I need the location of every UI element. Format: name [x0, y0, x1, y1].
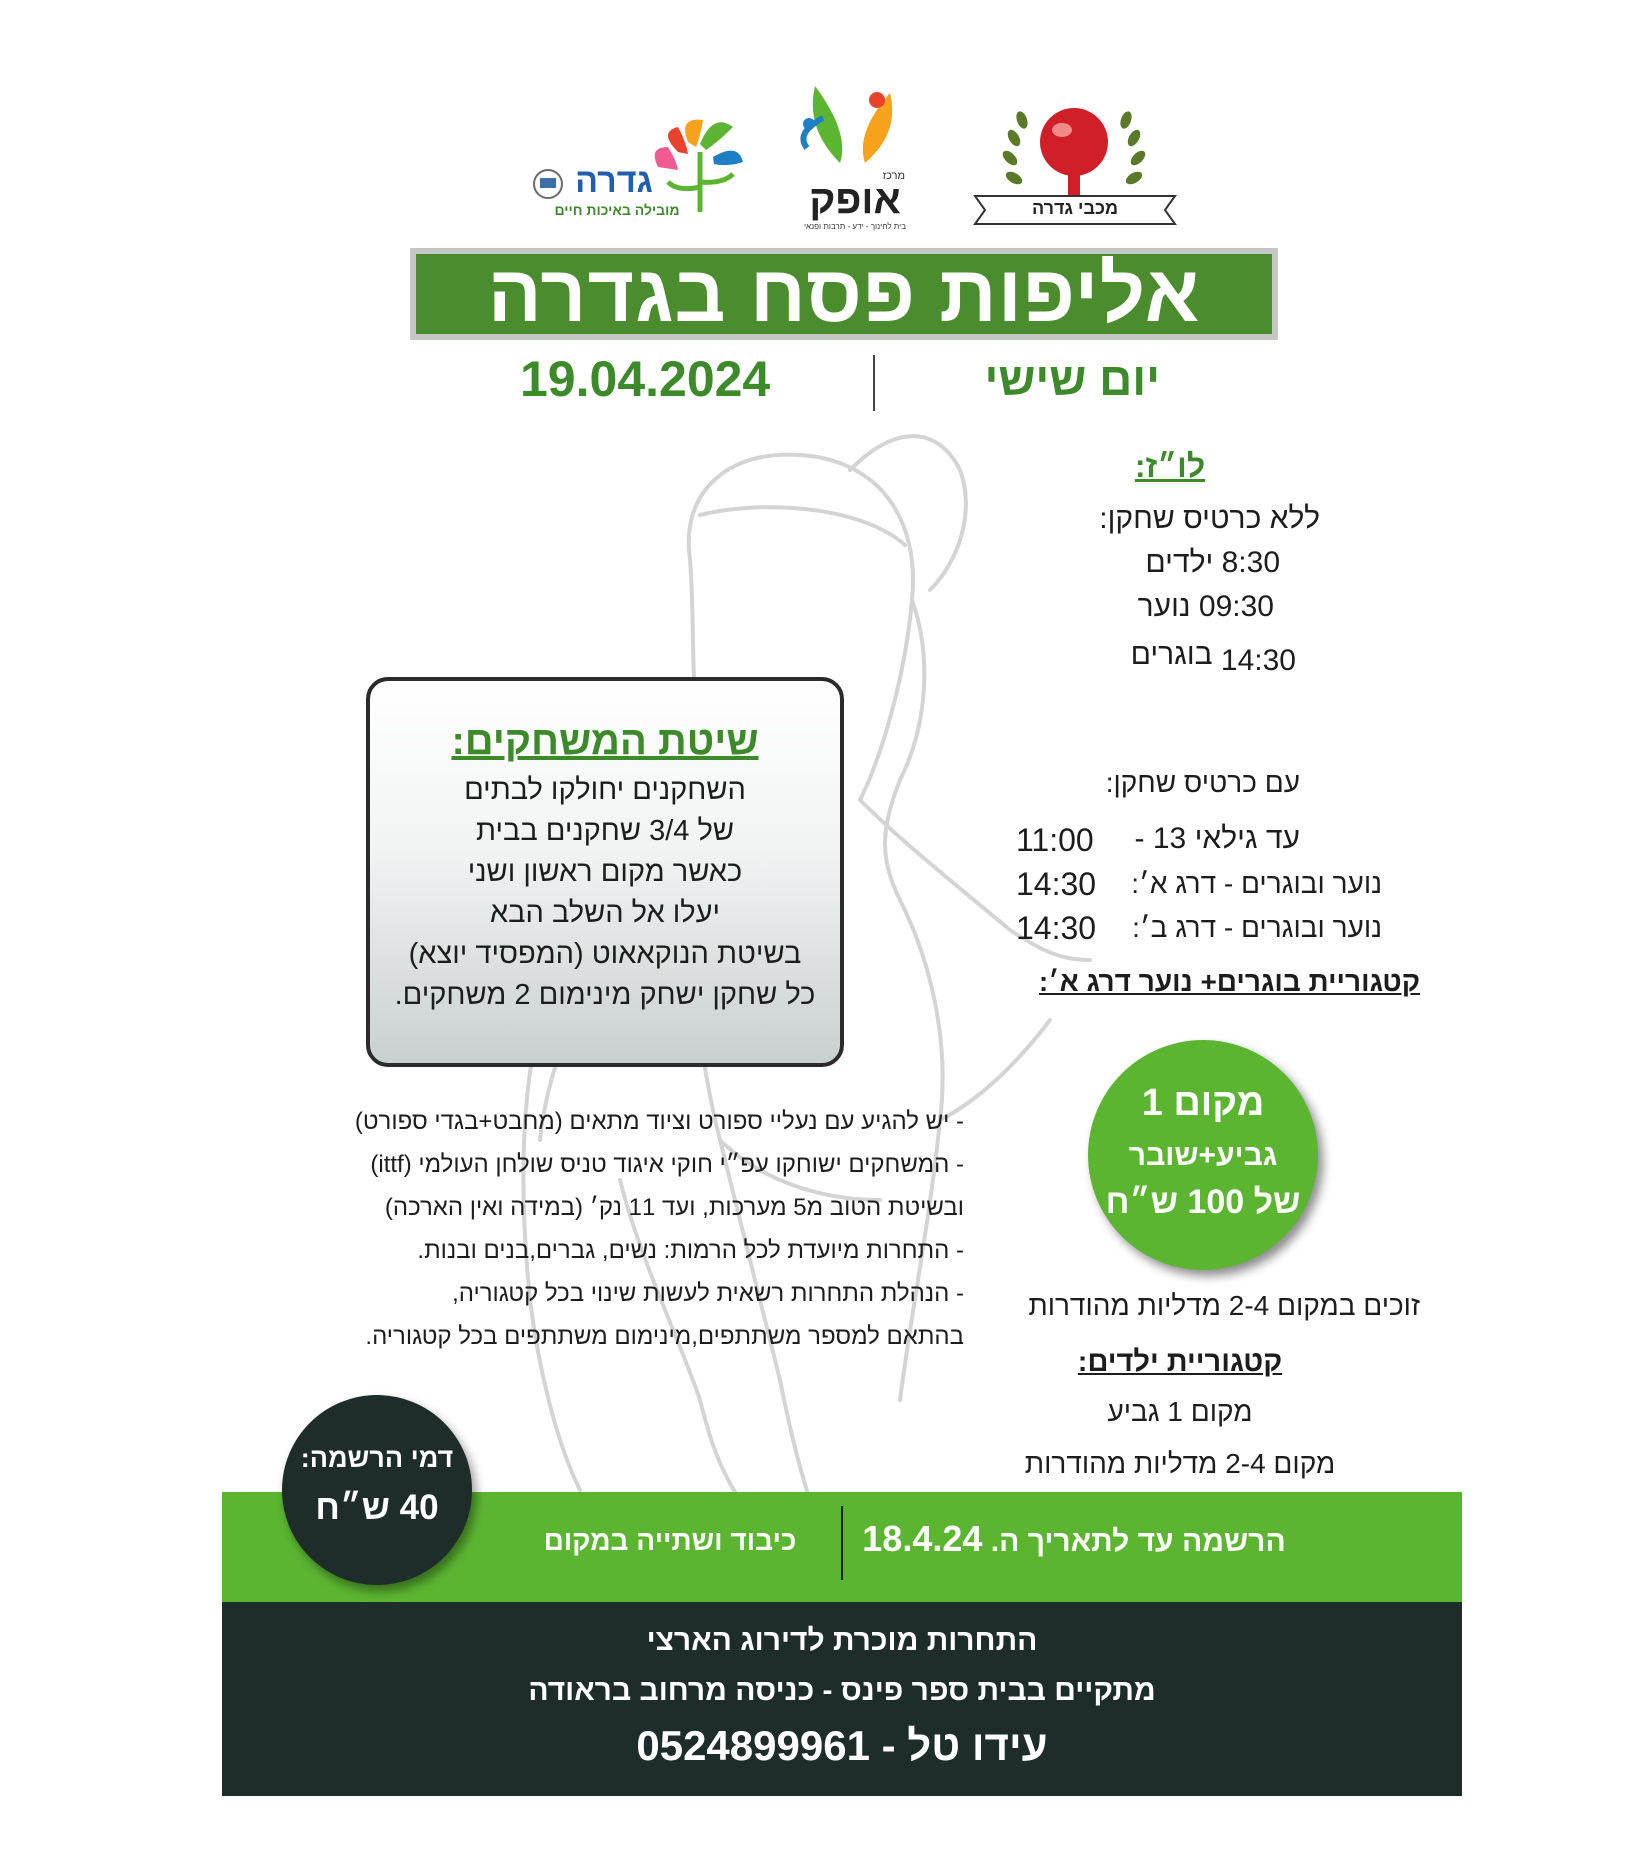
- gedera-name: גדרה: [575, 162, 653, 200]
- rule-line: - יש להגיע עם נעליי ספורט וציוד מתאים (מחבט+בגדי ספורט): [354, 1108, 964, 1135]
- footer-line-1: התחרות מוכרת לדירוג הארצי: [646, 1624, 1038, 1657]
- rule-line: - הנהלת התחרות רשאית לעשות שינוי בכל קטגוריה,: [452, 1280, 964, 1307]
- schedule-time: 14:30: [1016, 910, 1097, 946]
- event-day: יום שישי: [984, 353, 1160, 405]
- kids-category-heading: קטגוריית ילדים:: [1077, 1346, 1283, 1378]
- prize-circle: [1088, 1040, 1318, 1270]
- game-system-line: כל שחקן ישחק מינימום 2 משחקים.: [394, 979, 816, 1011]
- rule-line: - התחרות מיועדת לכל הרמות: נשים, גברים,בנים ובנות.: [417, 1237, 964, 1264]
- footer-contact: עידו טל - 0524899961: [636, 1722, 1048, 1769]
- schedule-time: 14:30: [1016, 866, 1097, 902]
- game-system-heading: שיטת המשחקים:: [451, 719, 759, 763]
- rule-line: - המשחקים ישוחקו עפ״י חוקי איגוד טניס שולחן העולמי (ittf): [370, 1151, 964, 1178]
- schedule-time: 14:30: [1220, 644, 1296, 677]
- game-system-line: כאשר מקום ראשון ושני: [467, 856, 743, 888]
- schedule-label: נוער ובוגרים - דרג א׳:: [1131, 868, 1382, 899]
- schedule-label: נוער ובוגרים - דרג ב׳:: [1132, 912, 1382, 943]
- fee-amount: 40 ש״ח: [315, 1488, 439, 1527]
- schedule-time: 09:30: [1198, 590, 1274, 623]
- registration-divider: [841, 1506, 843, 1580]
- page-title: אליפות פסח בגדרה: [487, 249, 1201, 338]
- rules-list: [262, 1100, 964, 1358]
- date-divider: [873, 355, 875, 411]
- maccabi-banner: מכבי גדרה: [1031, 198, 1119, 218]
- ofek-small: מרכז: [882, 170, 905, 182]
- registration-date: 18.4.24: [862, 1518, 983, 1559]
- ofek-tagline: בית לחינוך - ידע - תרבות ופנאי: [803, 222, 907, 231]
- refreshments-note: כיבוד ושתייה במקום: [543, 1525, 797, 1556]
- ofek-name: אופק: [809, 178, 901, 222]
- schedule-label: עד גילאי 13 -: [1134, 822, 1300, 855]
- schedule-time: 8:30: [1221, 546, 1280, 579]
- rule-line: ובשיטת הטוב מ5 מערכות, ועד 11 נק׳ (במידה ואין הארכה): [384, 1194, 964, 1221]
- prize-line-3: של 100 ש״ח: [1105, 1183, 1301, 1221]
- registration-text: הרשמה עד לתאריך ה.: [990, 1525, 1286, 1558]
- registration-fee-circle: [282, 1395, 472, 1585]
- schedule-heading: לו״ז:: [1134, 448, 1206, 484]
- event-date: 19.04.2024: [520, 351, 771, 407]
- footer-bar: [222, 1602, 1462, 1796]
- adult-category-heading: קטגוריית בוגרים+ נוער דרג א׳:: [1038, 966, 1420, 997]
- rule-line: בהתאם למספר משתתפים,מינימום משתתפים בכל קטגוריה.: [365, 1323, 964, 1350]
- title-bar: [410, 248, 1278, 340]
- registration-deadline: [854, 1518, 1294, 1560]
- prize-line-2: גביע+שובר: [1128, 1139, 1278, 1172]
- fee-label: דמי הרשמה:: [300, 1443, 454, 1473]
- maccabi-logo: [970, 100, 1180, 230]
- kids-category-line-1: מקום 1 גביע: [1107, 1396, 1253, 1427]
- gedera-logo: [528, 112, 748, 222]
- game-system-line: יעלו אל השלב הבא: [489, 897, 721, 929]
- schedule-row: [1020, 546, 1280, 580]
- game-system-line: השחקנים יחולקו לבתים: [464, 774, 746, 806]
- game-system-line: של 3/4 שחקנים בבית: [476, 815, 734, 847]
- medals-line: זוכים במקום 2-4 מדליות מהודרות: [1028, 1290, 1420, 1321]
- gedera-tagline: מובילה באיכות חיים: [554, 202, 680, 218]
- ofek-logo: [795, 78, 915, 233]
- schedule-row: [1020, 590, 1274, 624]
- no-card-label: ללא כרטיס שחקן:: [1099, 502, 1320, 535]
- schedule-label: בוגרים: [1130, 638, 1213, 671]
- schedule-row: [1020, 638, 1296, 677]
- prize-line-1: מקום 1: [1141, 1082, 1265, 1124]
- kids-category-line-2: מקום 2-4 מדליות מהודרות: [1024, 1448, 1336, 1479]
- game-system-line: בשיטת הנוקאאוט (המפסיד יוצא): [408, 938, 802, 970]
- schedule-label: ילדים: [1145, 546, 1214, 579]
- footer-line-2: מתקיים בבית ספר פינס - כניסה מרחוב בראודה: [528, 1674, 1156, 1707]
- ofek-logo-graphic: [795, 78, 915, 178]
- game-system-box: [366, 677, 844, 1067]
- schedule-label: נוער: [1137, 590, 1191, 623]
- with-card-label: עם כרטיס שחקן:: [1105, 767, 1300, 798]
- schedule-time: 11:00: [1016, 822, 1094, 858]
